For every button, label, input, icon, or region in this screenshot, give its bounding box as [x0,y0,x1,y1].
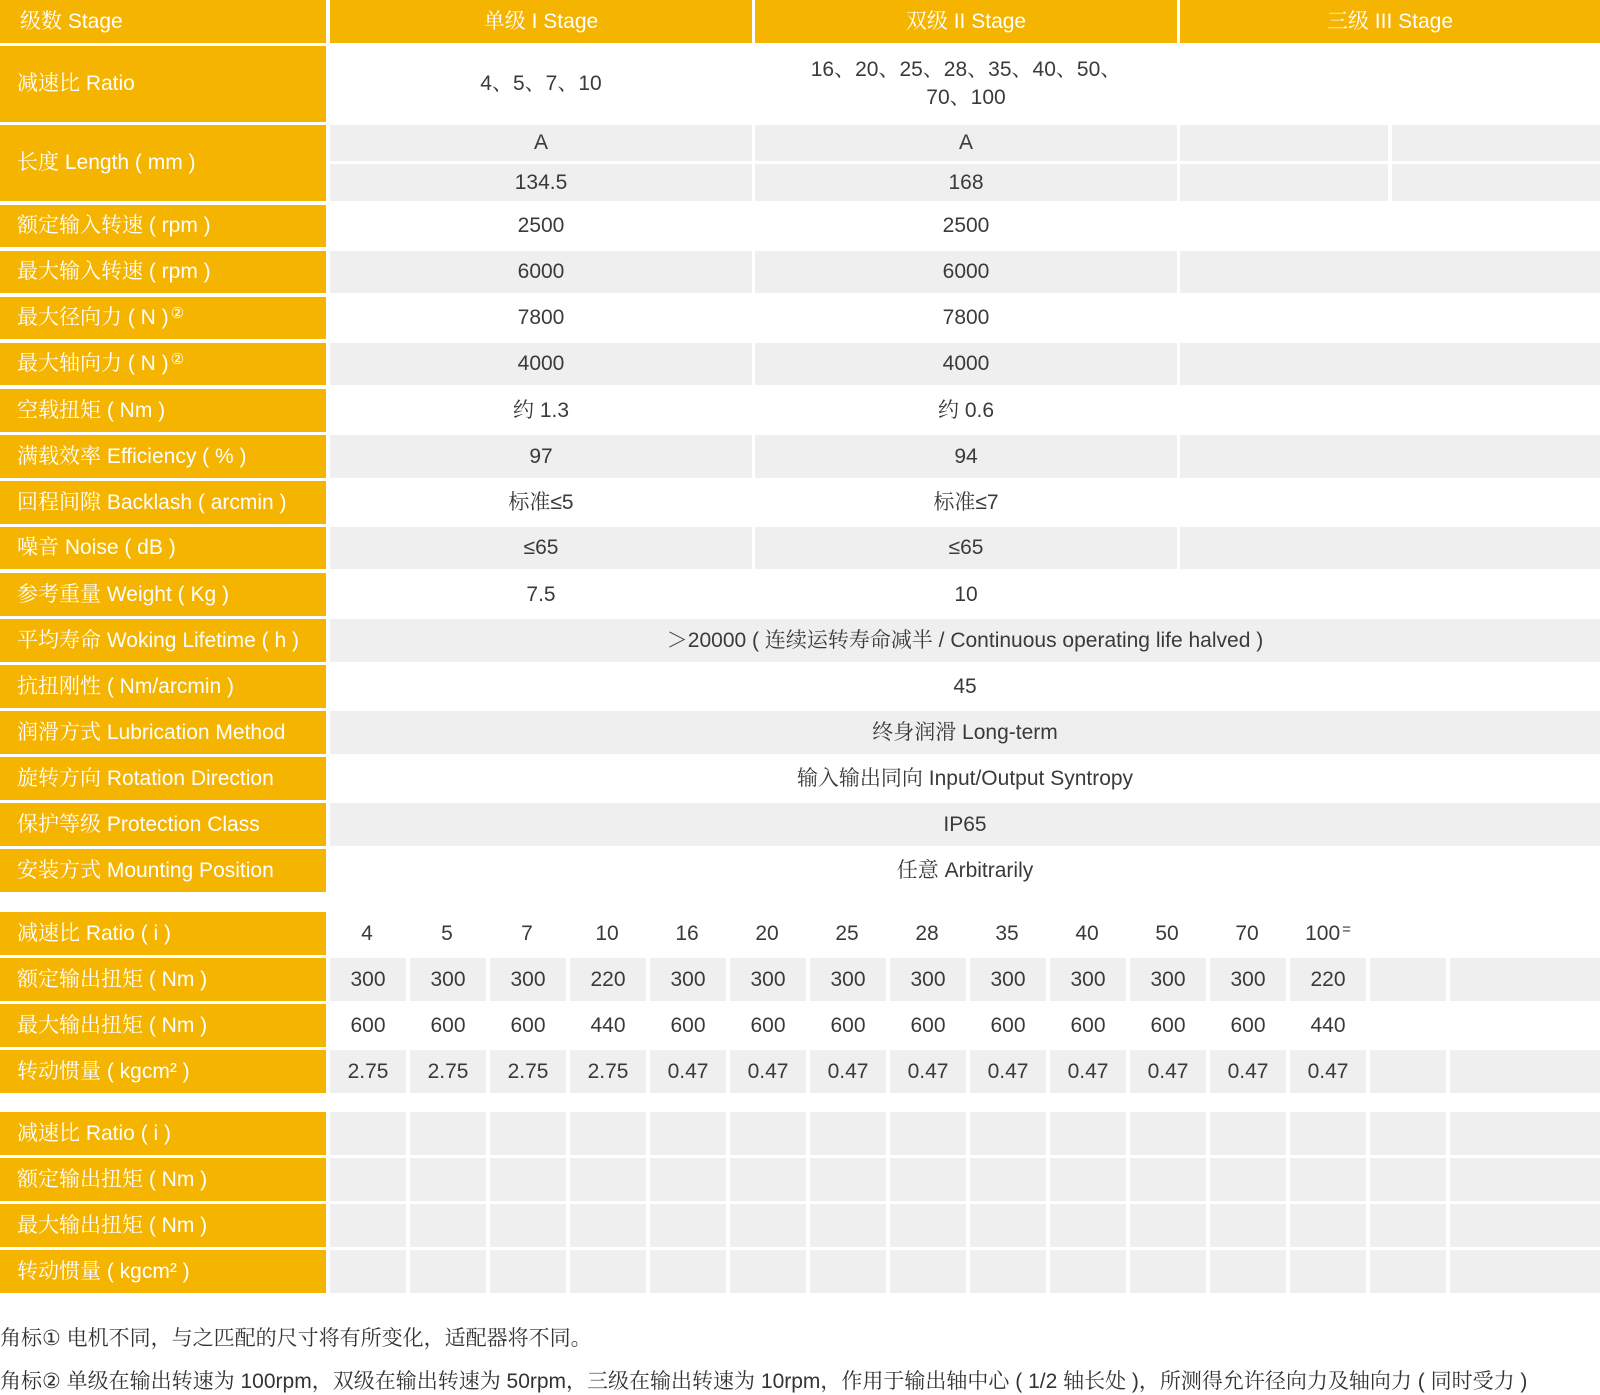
t3-empty-cell [1210,1204,1286,1247]
t2-rated-torque-cell-value: 300 [510,967,546,991]
t3-empty-cell [1210,1250,1286,1293]
t2-max-torque-cell-value: 600 [910,1013,946,1037]
max-radial-force-text: 最大径向力 ( N ) [17,306,169,329]
t3-empty-cell [1450,1250,1600,1293]
row-protection-value: IP65 [330,803,1600,846]
t2-rated-torque-cell-value: 300 [1230,967,1266,991]
row-no-load-torque-triple [1180,389,1600,432]
row-max-axial-force-label [0,343,326,385]
t2-ratio-cell-value: 20 [755,921,779,945]
t3-empty-cell [810,1112,886,1155]
row-length-single-value: 134.5 [330,164,752,201]
row-rotation-label: 旋转方向 Rotation Direction [0,757,326,800]
t3-empty-cell [730,1158,806,1201]
t3-empty-cell [490,1112,566,1155]
t2-ratio-cell [330,912,406,955]
t2-inertia-cell [490,1050,566,1093]
t3-empty-cell [810,1158,886,1201]
t3-empty-cell [1450,1112,1600,1155]
row-ratio-single: 4、5、7、10 [330,46,752,122]
row-weight-double: 10 [755,573,1177,616]
header-triple-stage: 三级 III Stage [1180,0,1600,43]
t2-max-torque-cell [1130,1004,1206,1047]
t2-max-torque-cell [1450,1004,1600,1047]
row-rated-input-speed-triple [1180,205,1600,247]
t2-rated-torque-cell [1290,958,1366,1001]
row-max-input-speed-label: 最大输入转速 ( rpm ) [0,251,326,293]
t3-empty-cell [890,1112,966,1155]
row-efficiency-label: 满载效率 Efficiency ( % ) [0,435,326,478]
row-weight-label: 参考重量 Weight ( Kg ) [0,573,326,616]
t2-inertia-cell-value: 0.47 [667,1059,709,1083]
t2-rated-torque-cell [970,958,1046,1001]
t2-rated-torque-cell [730,958,806,1001]
t2-inertia-cell [650,1050,726,1093]
row-no-load-torque-label: 空载扭矩 ( Nm ) [0,389,326,432]
t3-empty-cell [330,1112,406,1155]
t3-empty-cell [1210,1112,1286,1155]
t2-inertia-cell [810,1050,886,1093]
t2-inertia-cell-value: 0.47 [907,1059,949,1083]
t3-empty-cell [330,1204,406,1247]
t2-ratio-cell-value: 70 [1235,921,1259,945]
row-no-load-torque-double: 约 0.6 [755,389,1177,432]
footnote-1: 角标① 电机不同，与之匹配的尺寸将有所变化，适配器将不同。 [0,1327,592,1350]
row-weight-single: 7.5 [330,573,752,616]
t2-ratio-cell-value: 25 [835,921,859,945]
row-length-double-value: 168 [755,164,1177,201]
t3-empty-cell [570,1204,646,1247]
t2-rated-torque-cell [1370,958,1446,1001]
t2-ratio-cell [490,912,566,955]
row-backlash-single: 标准≤5 [330,481,752,524]
t2-inertia-cell [1130,1050,1206,1093]
t3-empty-cell [1290,1112,1366,1155]
t2-rated-torque-cell-value: 300 [1150,967,1186,991]
row-length-triple-v1 [1180,164,1388,201]
t3-empty-cell [1370,1250,1446,1293]
row-max-axial-force-single: 4000 [330,343,752,385]
t3-inertia-label: 转动惯量 ( kgcm² ) [0,1250,326,1293]
t3-empty-cell [810,1250,886,1293]
row-length-triple-v2 [1392,164,1600,201]
t2-ratio-cell-value: 28 [915,921,939,945]
t3-empty-cell [1290,1158,1366,1201]
t3-empty-cell [410,1204,486,1247]
t2-rated-torque-cell [330,958,406,1001]
t2-inertia-cell-value: 0.47 [827,1059,869,1083]
t3-empty-cell [1290,1250,1366,1293]
t2-inertia-cell [1370,1050,1446,1093]
row-length-label: 长度 Length ( mm ) [0,125,326,201]
row-max-axial-force-double: 4000 [755,343,1177,385]
t3-empty-cell [1130,1204,1206,1247]
t2-rated-torque-cell [1050,958,1126,1001]
t2-rated-torque-cell [410,958,486,1001]
t2-ratio-cell-value: 5 [441,921,453,945]
t2-rated-torque-cell-value: 220 [590,967,626,991]
row-noise-double: ≤65 [755,527,1177,569]
t2-max-torque-cell [970,1004,1046,1047]
t2-inertia-cell [330,1050,406,1093]
t2-inertia-cell-value: 2.75 [427,1059,469,1083]
t2-max-torque-cell [410,1004,486,1047]
t2-inertia-cell-value: 0.47 [987,1059,1029,1083]
t2-inertia-cell-value: 0.47 [1067,1059,1109,1083]
t2-rated-torque-cell [650,958,726,1001]
row-length-double-a: A [755,125,1177,161]
t2-ratio-cell [1370,912,1446,955]
t2-max-torque-cell-value: 600 [1230,1013,1266,1037]
t2-ratio-cell [1450,912,1600,955]
t3-empty-cell [1450,1204,1600,1247]
t2-inertia-cell [1210,1050,1286,1093]
header-stage: 级数 Stage [0,0,326,43]
t2-inertia-cell-value: 2.75 [507,1059,549,1083]
t3-empty-cell [1050,1204,1126,1247]
t2-ratio-cell [570,912,646,955]
row-efficiency-double: 94 [755,435,1177,478]
t2-inertia-cell [970,1050,1046,1093]
t3-empty-cell [330,1158,406,1201]
t2-ratio-cell-value: 100 [1305,921,1341,945]
t2-ratio-cell [890,912,966,955]
row-mounting-value: 任意 Arbitrarily [330,849,1600,892]
t2-max-torque-cell-value: 440 [590,1013,626,1037]
t2-inertia-cell [890,1050,966,1093]
t3-empty-cell [1370,1158,1446,1201]
t3-ratio-label: 减速比 Ratio ( i ) [0,1112,326,1155]
t3-empty-cell [650,1250,726,1293]
t2-rated-torque-cell-value: 300 [990,967,1026,991]
t2-inertia-label: 转动惯量 ( kgcm² ) [0,1050,326,1093]
t3-empty-cell [1050,1112,1126,1155]
t2-max-torque-cell-value: 600 [1150,1013,1186,1037]
t3-empty-cell [490,1158,566,1201]
t3-empty-cell [970,1112,1046,1155]
row-noise-single: ≤65 [330,527,752,569]
row-lubrication-label: 润滑方式 Lubrication Method [0,711,326,754]
footnote-mark-2: ② [170,351,185,368]
t2-max-torque-cell-value: 440 [1310,1013,1346,1037]
t2-inertia-cell [1450,1050,1600,1093]
row-max-radial-force-double: 7800 [755,297,1177,339]
t3-empty-cell [1210,1158,1286,1201]
t2-rated-torque-cell-value: 300 [350,967,386,991]
t2-inertia-cell-value: 2.75 [587,1059,629,1083]
t2-ratio-cell-value: 16 [675,921,699,945]
t2-ratio-cell [650,912,726,955]
t2-rated-torque-cell [1130,958,1206,1001]
t3-empty-cell [410,1250,486,1293]
row-stiffness-value: 45 [330,665,1600,708]
t3-empty-cell [970,1250,1046,1293]
row-rated-input-speed-label: 额定输入转速 ( rpm ) [0,205,326,247]
t3-empty-cell [650,1112,726,1155]
row-rated-input-speed-double: 2500 [755,205,1177,247]
t2-max-torque-cell-value: 600 [430,1013,466,1037]
t3-empty-cell [410,1112,486,1155]
row-efficiency-triple [1180,435,1600,478]
t2-inertia-cell-value: 0.47 [1147,1059,1189,1083]
header-double-stage: 双级 II Stage [755,0,1177,43]
t2-ratio-cell [970,912,1046,955]
row-noise-label: 噪音 Noise ( dB ) [0,527,326,569]
t2-ratio-cell [810,912,886,955]
t3-empty-cell [490,1204,566,1247]
t3-empty-cell [970,1158,1046,1201]
t2-max-torque-cell-value: 600 [350,1013,386,1037]
header-single-stage: 单级 I Stage [330,0,752,43]
row-length-triple-a1 [1180,125,1388,161]
t2-ratio-cell-value: 7 [521,921,533,945]
row-backlash-label: 回程间隙 Backlash ( arcmin ) [0,481,326,524]
t2-rated-torque-cell [490,958,566,1001]
t2-rated-torque-cell [1450,958,1600,1001]
row-max-axial-force-triple [1180,343,1600,385]
t2-inertia-cell [1050,1050,1126,1093]
t2-max-torque-cell-value: 600 [510,1013,546,1037]
t2-inertia-cell-value: 0.47 [1227,1059,1269,1083]
t2-rated-torque-cell-value: 300 [830,967,866,991]
t3-empty-cell [1370,1204,1446,1247]
t3-empty-cell [1130,1112,1206,1155]
t2-max-torque-cell [1210,1004,1286,1047]
row-max-input-speed-triple [1180,251,1600,293]
t2-inertia-cell-value: 0.47 [1307,1059,1349,1083]
t2-max-torque-cell [570,1004,646,1047]
t3-empty-cell [570,1250,646,1293]
t3-empty-cell [730,1250,806,1293]
t2-inertia-cell [410,1050,486,1093]
t3-empty-cell [1130,1158,1206,1201]
row-ratio-triple [1180,46,1600,122]
ratio-mark: = [1342,920,1351,938]
t3-empty-cell [1450,1158,1600,1201]
t2-ratio-label: 减速比 Ratio ( i ) [0,912,326,955]
row-length-single-a: A [330,125,752,161]
t2-max-torque-cell-value: 600 [670,1013,706,1037]
t2-ratio-cell [1210,912,1286,955]
t2-max-torque-cell-value: 600 [990,1013,1026,1037]
row-noise-triple [1180,527,1600,569]
t2-max-torque-cell [810,1004,886,1047]
t2-inertia-cell [1290,1050,1366,1093]
t3-empty-cell [570,1158,646,1201]
t2-max-torque-cell-value: 600 [1070,1013,1106,1037]
t2-max-torque-cell [730,1004,806,1047]
row-lifetime-value: ＞20000 ( 连续运转寿命减半 / Continuous operating life halved ) [330,619,1600,662]
t2-max-torque-cell [1050,1004,1126,1047]
row-ratio-label: 减速比 Ratio [0,46,326,122]
row-max-radial-force-label [0,297,326,339]
t2-max-torque-cell-value: 600 [750,1013,786,1037]
t2-max-torque-cell [890,1004,966,1047]
t2-ratio-cell-value: 10 [595,921,619,945]
row-rated-input-speed-single: 2500 [330,205,752,247]
t2-inertia-cell-value: 0.47 [747,1059,789,1083]
t2-ratio-cell-value: 35 [995,921,1019,945]
t2-rated-torque-cell [810,958,886,1001]
t2-ratio-cell-value: 50 [1155,921,1179,945]
t2-max-torque-label: 最大输出扭矩 ( Nm ) [0,1004,326,1047]
t2-rated-torque-cell [1210,958,1286,1001]
t3-empty-cell [730,1204,806,1247]
t3-max-torque-label: 最大输出扭矩 ( Nm ) [0,1204,326,1247]
t3-empty-cell [330,1250,406,1293]
t2-rated-torque-cell-value: 300 [430,967,466,991]
row-backlash-triple [1180,481,1600,524]
t3-empty-cell [890,1250,966,1293]
t2-rated-torque-cell-value: 300 [1070,967,1106,991]
row-mounting-label: 安装方式 Mounting Position [0,849,326,892]
t3-empty-cell [650,1158,726,1201]
t2-ratio-cell [410,912,486,955]
row-protection-label: 保护等级 Protection Class [0,803,326,846]
t2-inertia-cell [730,1050,806,1093]
t2-inertia-cell [570,1050,646,1093]
row-ratio-double: 16、20、25、28、35、40、50、70、100 [755,46,1177,122]
t2-rated-torque-cell-value: 300 [750,967,786,991]
t3-empty-cell [890,1158,966,1201]
t3-empty-cell [810,1204,886,1247]
t2-max-torque-cell [650,1004,726,1047]
t3-empty-cell [410,1158,486,1201]
t2-rated-torque-cell-value: 300 [670,967,706,991]
t3-empty-cell [730,1112,806,1155]
row-lifetime-label: 平均寿命 Woking Lifetime ( h ) [0,619,326,662]
t2-rated-torque-cell-value: 220 [1310,967,1346,991]
footnote-2: 角标② 单级在输出转速为 100rpm，双级在输出转速为 50rpm，三级在输出转速为 10rpm，作用于输出轴中心 ( 1/2 轴长处 )，所测得允许径向力及轴向力 ( 同时受力 ) [0,1370,1528,1393]
t2-max-torque-cell [330,1004,406,1047]
t2-ratio-cell [1290,912,1366,955]
footnote-mark-2: ② [170,305,185,322]
t2-max-torque-cell-value: 600 [830,1013,866,1037]
t2-rated-torque-label: 额定输出扭矩 ( Nm ) [0,958,326,1001]
row-max-input-speed-single: 6000 [330,251,752,293]
row-max-radial-force-triple [1180,297,1600,339]
row-max-radial-force-single: 7800 [330,297,752,339]
t2-max-torque-cell [1290,1004,1366,1047]
t3-empty-cell [650,1204,726,1247]
row-no-load-torque-single: 约 1.3 [330,389,752,432]
t3-empty-cell [1050,1250,1126,1293]
t2-rated-torque-cell [570,958,646,1001]
row-max-input-speed-double: 6000 [755,251,1177,293]
max-axial-force-text: 最大轴向力 ( N ) [17,352,169,375]
t2-max-torque-cell [1370,1004,1446,1047]
t2-ratio-cell [1050,912,1126,955]
row-rotation-value: 输入输出同向 Input/Output Syntropy [330,757,1600,800]
t2-ratio-cell [730,912,806,955]
t2-ratio-cell-value: 4 [361,921,373,945]
t3-empty-cell [570,1112,646,1155]
t2-ratio-cell [1130,912,1206,955]
t2-rated-torque-cell-value: 300 [910,967,946,991]
row-efficiency-single: 97 [330,435,752,478]
row-weight-triple [1180,573,1600,616]
row-backlash-double: 标准≤7 [755,481,1177,524]
t3-rated-torque-label: 额定输出扭矩 ( Nm ) [0,1158,326,1201]
t3-empty-cell [1290,1204,1366,1247]
t3-empty-cell [1130,1250,1206,1293]
t3-empty-cell [890,1204,966,1247]
t3-empty-cell [970,1204,1046,1247]
t3-empty-cell [1050,1158,1126,1201]
t3-empty-cell [490,1250,566,1293]
t3-empty-cell [1370,1112,1446,1155]
t2-inertia-cell-value: 2.75 [347,1059,389,1083]
t2-rated-torque-cell [890,958,966,1001]
row-lubrication-value: 终身润滑 Long-term [330,711,1600,754]
t2-ratio-cell-value: 40 [1075,921,1099,945]
row-stiffness-label: 抗扭刚性 ( Nm/arcmin ) [0,665,326,708]
row-length-triple-a2 [1392,125,1600,161]
t2-max-torque-cell [490,1004,566,1047]
